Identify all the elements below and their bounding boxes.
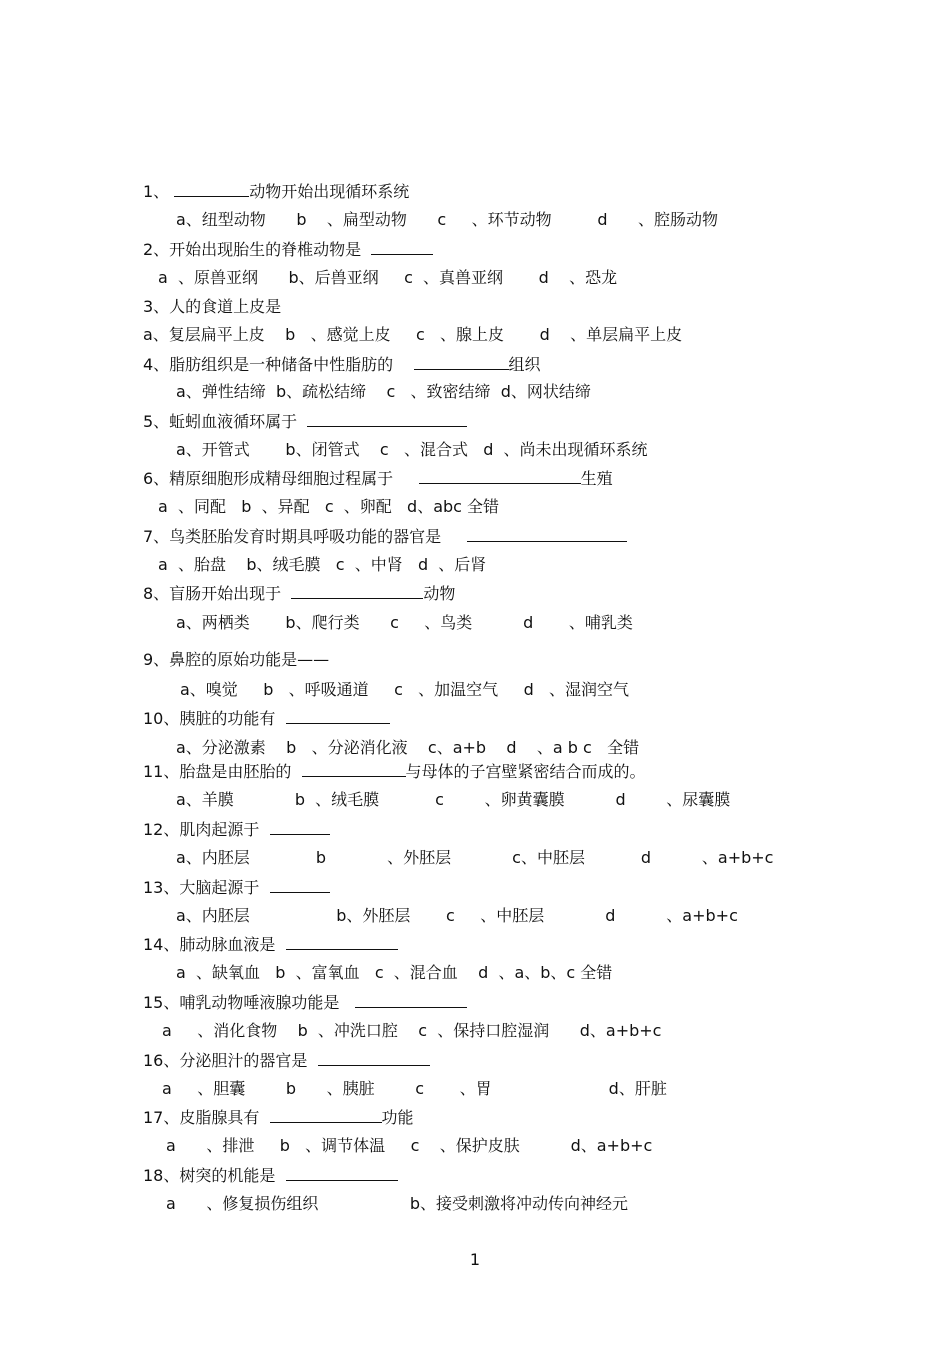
answer-blank[interactable]: [355, 993, 467, 1008]
answer-blank[interactable]: [270, 1108, 382, 1123]
question-text: 3、人的食道上皮是: [143, 297, 282, 316]
options-8: a、两栖类 b、爬行类 c 、鸟类 d 、哺乳类: [176, 613, 633, 632]
answer-blank[interactable]: [270, 878, 330, 893]
question-16: [143, 1051, 430, 1071]
options-18: a 、修复损伤组织 b、接受刺激将冲动传向神经元: [166, 1194, 629, 1213]
answer-blank[interactable]: [286, 709, 390, 724]
options-1: a、纽型动物 b 、扁型动物 c 、环节动物 d 、腔肠动物: [176, 210, 719, 229]
answer-blank[interactable]: [371, 240, 433, 255]
question-text: 17、皮脂腺具有: [143, 1108, 270, 1127]
question-14: [143, 935, 398, 955]
question-3: [143, 297, 281, 317]
question-4: [143, 355, 541, 375]
question-text: 13、大脑起源于: [143, 878, 270, 897]
answer-blank[interactable]: [174, 182, 249, 197]
question-text: 16、分泌胆汁的器官是: [143, 1051, 318, 1070]
question-text-suffix: 动物: [423, 584, 456, 603]
options-7: a 、胎盘 b、绒毛膜 c 、中肾 d 、后肾: [158, 555, 487, 574]
question-text-suffix: 生殖: [580, 469, 613, 488]
answer-blank[interactable]: [286, 1166, 398, 1181]
answer-blank[interactable]: [419, 469, 581, 484]
options-10: a、分泌激素 b 、分泌消化液 c、a+b d 、a b c 全错: [176, 738, 640, 757]
question-text: 9、鼻腔的原始功能是——: [143, 650, 330, 669]
question-text: 2、开始出现胎生的脊椎动物是: [143, 240, 372, 259]
answer-blank[interactable]: [302, 762, 406, 777]
question-text: 1、: [143, 182, 175, 201]
question-text-suffix: 组织: [508, 355, 541, 374]
options-12: a、内胚层 b 、外胚层 c、中胚层 d 、a+b+c: [176, 848, 774, 867]
options-9: a、嗅觉 b 、呼吸通道 c 、加温空气 d 、湿润空气: [180, 680, 629, 699]
question-5: [143, 412, 467, 432]
question-text: 5、蚯蚓血液循环属于: [143, 412, 308, 431]
question-text: 14、肺动脉血液是: [143, 935, 286, 954]
options-2: a 、原兽亚纲 b、后兽亚纲 c 、真兽亚纲 d 、恐龙: [158, 268, 618, 287]
question-text: 10、胰脏的功能有: [143, 709, 286, 728]
question-6: [143, 469, 613, 489]
question-text-suffix: 与母体的子宫壁紧密结合而成的。: [405, 762, 646, 781]
options-17: a 、排泄 b 、调节体温 c 、保护皮肤 d、a+b+c: [166, 1136, 653, 1155]
question-text: 6、精原细胞形成精母细胞过程属于: [143, 469, 419, 488]
answer-blank[interactable]: [467, 527, 627, 542]
page-number: 1: [469, 1250, 481, 1269]
answer-blank[interactable]: [291, 584, 423, 599]
question-text: 4、脂肪组织是一种储备中性脂肪的: [143, 355, 414, 374]
answer-blank[interactable]: [270, 820, 330, 835]
question-9: [143, 650, 329, 670]
answer-blank[interactable]: [286, 935, 398, 950]
question-text: 7、鸟类胚胎发育时期具呼吸功能的器官是: [143, 527, 467, 546]
question-1: [143, 182, 409, 202]
options-16: a 、胆囊 b 、胰脏 c 、胃 d、肝脏: [162, 1079, 667, 1098]
question-11: [143, 762, 646, 782]
question-text: 8、盲肠开始出现于: [143, 584, 292, 603]
question-text: 12、肌肉起源于: [143, 820, 270, 839]
options-3: a、复层扁平上皮 b 、感觉上皮 c 、腺上皮 d 、单层扁平上皮: [143, 325, 683, 344]
question-13: [143, 878, 330, 898]
options-11: a、羊膜 b 、绒毛膜 c 、卵黄囊膜 d 、尿囊膜: [176, 790, 731, 809]
answer-blank[interactable]: [414, 355, 509, 370]
options-15: a 、消化食物 b 、冲洗口腔 c 、保持口腔湿润 d、a+b+c: [162, 1021, 662, 1040]
question-2: [143, 240, 433, 260]
question-12: [143, 820, 330, 840]
question-18: [143, 1166, 398, 1186]
question-text: 18、树突的机能是: [143, 1166, 286, 1185]
options-14: a 、缺氧血 b 、富氧血 c 、混合血 d 、a、b、c 全错: [176, 963, 613, 982]
answer-blank[interactable]: [318, 1051, 430, 1066]
options-5: a、开管式 b、闭管式 c 、混合式 d 、尚未出现循环系统: [176, 440, 648, 459]
answer-blank[interactable]: [307, 412, 467, 427]
question-text: 11、胎盘是由胚胎的: [143, 762, 302, 781]
question-text-suffix: 功能: [381, 1108, 414, 1127]
options-6: a 、同配 b 、异配 c 、卵配 d、abc 全错: [158, 497, 500, 516]
question-17: [143, 1108, 414, 1128]
question-10: [143, 709, 390, 729]
options-4: a、弹性结缔 b、疏松结缔 c 、致密结缔 d、网状结缔: [176, 382, 591, 401]
question-15: [143, 993, 467, 1013]
question-8: [143, 584, 455, 604]
question-text: 15、哺乳动物唾液腺功能是: [143, 993, 355, 1012]
options-13: a、内胚层 b、外胚层 c 、中胚层 d 、a+b+c: [176, 906, 738, 925]
question-text-suffix: 动物开始出现循环系统: [249, 182, 410, 201]
question-7: [143, 527, 627, 547]
